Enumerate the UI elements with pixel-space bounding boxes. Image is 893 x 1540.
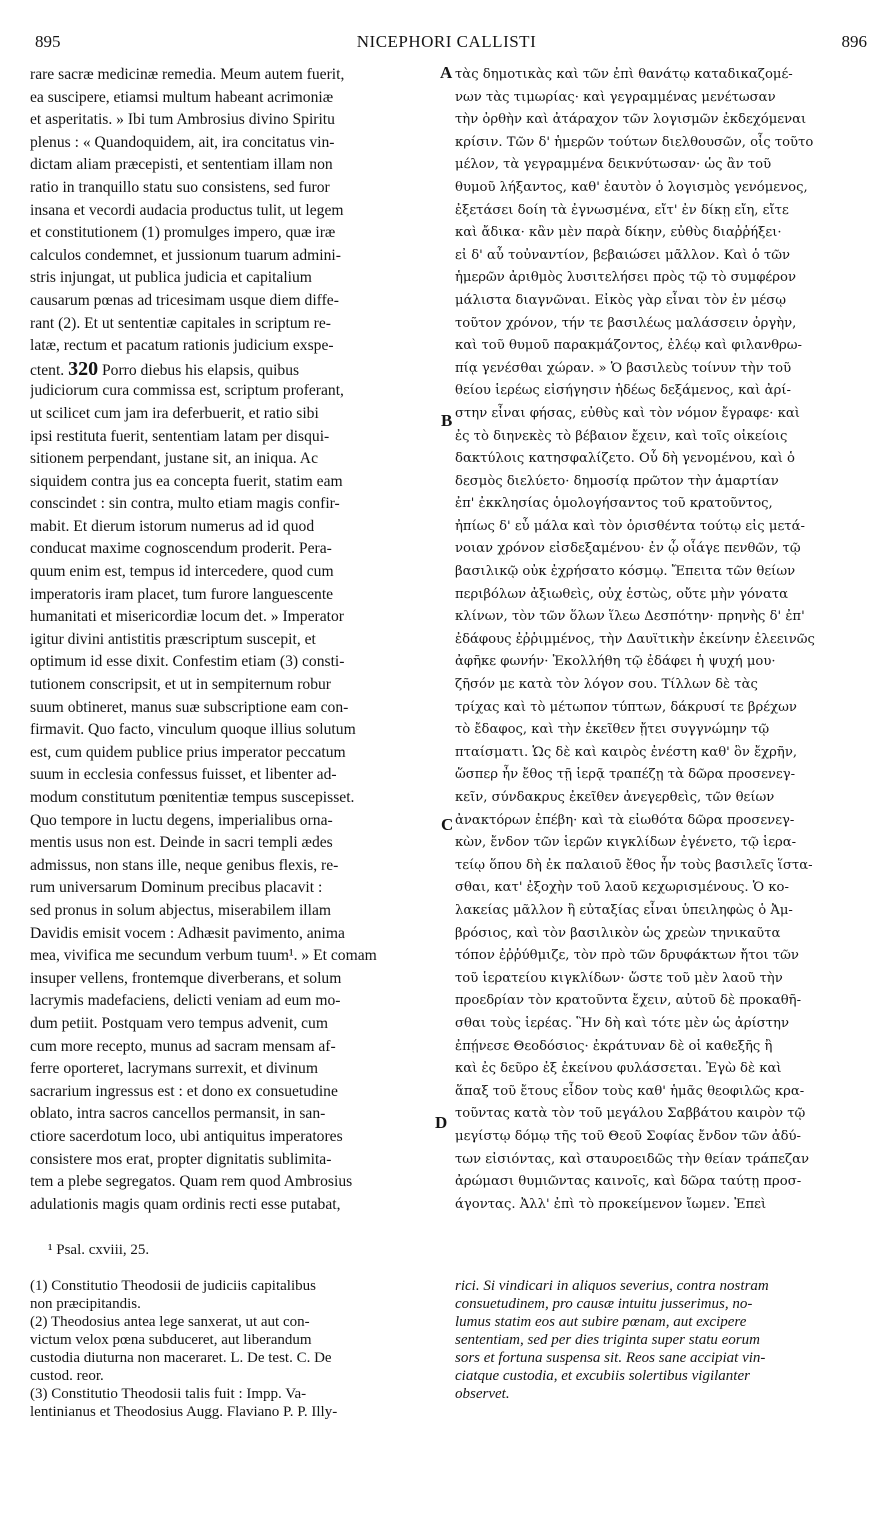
- latin-text-line: Quo tempore in luctu degens, imperialibus orna-: [30, 811, 333, 829]
- greek-column: [455, 64, 865, 1216]
- latin-text-line: Davidis emisit vocem : Adhæsit pavimento, anima: [30, 924, 345, 942]
- greek-text-line: θυμοῦ λήξαντος, καθ' ἑαυτὸν ὁ λογισμὸς γενόμενος,: [455, 179, 808, 195]
- latin-text-line: dum petiit. Postquam vero tempus advenit, cum: [30, 1014, 328, 1032]
- greek-text-line: τόπον ἐῤῥύθμιζε, τὸν πρὸ τῶν δρυφάκτων ἤτοι τῶν: [455, 948, 799, 964]
- editor-note-line: custod. reor.: [30, 1368, 104, 1384]
- page-number-left: 895: [35, 32, 61, 51]
- greek-text-line: ἀφῆκε φωνήν· Ἐκολλήθη τῷ ἐδάφει ἡ ψυχή μου·: [455, 654, 776, 670]
- greek-text-line: στην εἶναι φήσας, εὐθὺς καὶ τὸν νόμον ἔγραφε· καὶ: [455, 405, 800, 421]
- greek-text-line: ἡμερῶν ἀριθμὸς λυσιτελήσει πρὸς τῷ τὸ συμφέρον: [455, 270, 796, 286]
- latin-text-line: et asperitatis. » Ibi tum Ambrosius divino Spiritu: [30, 111, 335, 129]
- greek-text-line: ἠπίως δ' εὖ μάλα καὶ τὸν ὁρισθέντα τούτῳ εἰς μετά-: [455, 518, 805, 534]
- greek-text-line: νοιαν χρόνον εἰσδεξαμένου· ἐν ᾧ οἷάγε πενθῶν, τῷ: [455, 541, 801, 557]
- greek-text-line: τοῦ ἱερατείου κιγκλίδων· ὥστε τοῦ μὲν λαοῦ τὴν: [455, 970, 783, 986]
- latin-text-line: cum more recepto, munus ad sacram mensam af-: [30, 1037, 336, 1055]
- latin-text-line: tutionem conscripsit, et ut in sempiternum robur: [30, 676, 331, 694]
- running-title: NICEPHORI CALLISTI: [356, 32, 537, 51]
- editor-note-line: (2) Theodosius antea lege sanxerat, ut aut con-: [30, 1314, 310, 1330]
- latin-text-line: humanitati et misericordiæ locum det. » Imperator: [30, 608, 344, 626]
- latin-text-line: ut scilicet cum jam ira deferbuerit, et ratio sibi: [30, 404, 319, 422]
- greek-text-line: μέλον, τὰ γεγραμμένα δεικνύτωσαν· ὡς ἂν τοῦ: [455, 157, 772, 173]
- latin-text-line: sed pronus in solum abjectus, miserabilem illam: [30, 901, 331, 919]
- latin-text-line: ea suscipere, etiamsi multum habeant acrimoniæ: [30, 88, 334, 106]
- greek-text-line: καὶ ἄδικα· κἂν μὲν παρὰ δίκην, εὐθὺς διαῤῥήξει·: [455, 225, 782, 241]
- latin-text-line: rare sacræ medicinæ remedia. Meum autem fuerit,: [30, 66, 345, 83]
- latin-text-line: rum universarum Dominum precibus placavit :: [30, 879, 323, 897]
- greek-text-line: τείῳ ὅπου δὴ ἐκ παλαιοῦ ἔθος ἦν τοὺς βασιλεῖς ἵστα-: [455, 857, 813, 873]
- latin-text-line: suum obtineret, manus suæ subscriptione eam con-: [30, 698, 349, 716]
- greek-text-line: θείου ἱερέως εἰσήγησιν ἡδέως δεξάμενος, καὶ ἀρί-: [455, 383, 791, 399]
- greek-text-line: ζῆσόν με κατὰ τὸν λόγον σου. Τίλλων δὲ τὰς: [455, 677, 758, 693]
- greek-text-line: εἰ δ' αὖ τοὐναντίον, βεβαιώσει μᾶλλον. Καὶ ὁ τῶν: [455, 247, 791, 263]
- editor-note-line: rici. Si vindicari in aliquos severius, contra nostram: [455, 1278, 769, 1294]
- editor-note-line: consuetudinem, pro causæ intuitu jusserimus, no-: [455, 1296, 753, 1312]
- latin-text-line: rant (2). Et ut sententiæ capitales in scriptum re-: [30, 314, 331, 332]
- greek-text-line: άγοντας. Ἀλλ' ἐπὶ τὸ προκείμενον ἴωμεν. Ἐπεὶ: [455, 1196, 767, 1212]
- latin-text-line: et constitutionem (1) promulges impero, quæ iræ: [30, 224, 336, 242]
- latin-text-line: adulationis magis quam ordinis recti esse putabat,: [30, 1195, 341, 1213]
- latin-text-line: calculos condemnet, et jussionum tuarum admini-: [30, 246, 341, 264]
- greek-text-line: πταίσματι. Ὡς δὲ καὶ καιρὸς ἐνέστη καθ' ὃν ἔχρῆν,: [455, 744, 798, 760]
- editor-note-line: sors et fortuna suspensa sit. Reos sane accipiat vin-: [455, 1350, 766, 1366]
- greek-text-line: ἐδάφους ἐῤῥιμμένος, τὴν Δαυϊτικὴν ἐκείνην ἐλεεινῶς: [455, 631, 815, 647]
- greek-text-line: κλίνων, τὸν τῶν ὅλων ἵλεω Δεσπότην· πρηνὴς δ' ἐπ': [455, 609, 805, 625]
- greek-text-line: τὰς δημοτικὰς καὶ τῶν ἐπὶ θανάτῳ καταδικαζομέ-: [455, 67, 793, 82]
- greek-text-line: σθαι τοὺς ἱερέας. Ἣν δὴ καὶ τότε μὲν ὡς ἀρίστην: [455, 1015, 789, 1031]
- section-marker-d: D: [435, 1113, 448, 1132]
- latin-text-line: ctiore sacerdotum loco, ubi antiquitus imperatores: [30, 1127, 343, 1145]
- latin-text-line: conscindet : sin contra, multo etiam magis confir-: [30, 495, 340, 513]
- notes-left-column: [30, 1277, 435, 1421]
- latin-text-line: sacrarium ingressus est : et dono ex consuetudine: [30, 1082, 338, 1100]
- greek-text-line: προεδρίαν τὸν κρατοῦντα ἔχειν, αὐτοῦ δὲ προκαθῆ-: [455, 993, 802, 1009]
- section-marker-c: C: [441, 815, 454, 834]
- greek-text-line: δεσμὸς διελύετο· δημοσίᾳ πρῶτον τὴν ἁμαρτίαν: [455, 473, 779, 489]
- latin-text-line: causarum pœnas ad tricesimam usque diem diffe-: [30, 291, 339, 309]
- latin-text-line: judiciorum cura commissa est, scriptum proferant,: [30, 382, 344, 400]
- latin-text-line: sitionem perpendant, justane sit, an iniqua. Ac: [30, 450, 318, 468]
- latin-text-line: admissus, non stans ille, neque genibus flexis, re-: [30, 856, 339, 874]
- latin-text-line: dictam aliam præcepisti, et sententiam illam non: [30, 156, 333, 174]
- latin-text-line: latæ, rectum et pacatum rationis judicium exspe-: [30, 337, 334, 355]
- latin-text-line: ferre oporteret, lacrymans surrexit, et divinum: [30, 1060, 318, 1078]
- latin-text-line: ctent. 320 Porro diebus his elapsis, quibus: [30, 357, 300, 380]
- latin-text-line: igitur divini antistitis præscriptum suscepit, et: [30, 630, 316, 648]
- greek-text-line: ἐξετάσει δοίη τὰ ἐγνωσμένα, εἴτ' ἐν δίκῃ εἴη, εἴτε: [455, 202, 789, 218]
- greek-text-line: κὼν, ἔνδον τῶν ἱερῶν κιγκλίδων ἐγένετο, τῷ ἱερα-: [455, 835, 797, 851]
- editor-note-line: sententiam, sed per dies triginta super statu eorum: [455, 1332, 760, 1348]
- page-number-right: 896: [841, 32, 867, 51]
- latin-column: [30, 64, 434, 1216]
- greek-text-line: σθαι, κατ' ἐξοχὴν τοῦ λαοῦ κεχωρισμένους. Ὁ κο-: [455, 880, 789, 896]
- greek-text-line: βρόσιος, καὶ τὸν βασιλικὸν ὡς χρεὼν τηνικαῦτα: [455, 925, 781, 941]
- editor-note-line: (3) Constitutio Theodosii talis fuit : Impp. Va-: [30, 1386, 307, 1402]
- latin-text-line: tem a plebe segregatos. Quam rem quod Ambrosius: [30, 1173, 353, 1191]
- latin-text-line: firmavit. Quo facto, vinculum quoque illius solutum: [30, 721, 356, 739]
- greek-text-line: τοῦτον χρόνον, τήν τε βασιλέως μαλάσσειν ὀργὴν,: [455, 315, 797, 331]
- section-marker-b: B: [441, 411, 453, 430]
- column-number-marker: 320: [68, 357, 99, 380]
- greek-text-line: καὶ ἐς δεῦρο ἐξ ἐκείνου φυλάσσεται. Ἐγὼ δὲ καὶ: [455, 1061, 782, 1077]
- editor-note-line: (1) Constitutio Theodosii de judiciis capitalibus: [30, 1278, 316, 1294]
- editor-note-line: lumus statim eos aut subire pœnam, aut excipere: [455, 1314, 747, 1330]
- latin-text-line: insuper vellens, frontemque diverberans, et solum: [30, 969, 342, 987]
- greek-text-line: ἐς τὸ διηνεκὲς τὸ βέβαιον ἔχειν, καὶ τοῖς οἰκείοις: [455, 428, 788, 444]
- latin-text-line: modum constitutum pœnitentiæ tempus suscepisset.: [30, 789, 355, 806]
- editor-note-line: observet.: [455, 1386, 510, 1402]
- latin-text-line: siquidem contra jus ea concepta fuerit, statim eam: [30, 472, 343, 490]
- greek-text-line: δακτύλοις κατησφαλίζετο. Οὗ δὴ γενομένου, καὶ ὁ: [455, 451, 795, 467]
- editor-note-line: lentinianus et Theodosius Augg. Flaviano P. P. Illy-: [30, 1404, 338, 1420]
- latin-text-line: ratio in tranquillo statu suo consistens, sed furor: [30, 178, 330, 196]
- greek-text-line: λακείας μᾶλλον ἢ εὐταξίας εἶναι ὑπειληφὼς ὁ Ἀμ-: [455, 902, 793, 918]
- latin-text-line: imperatoris iram placet, tum furore languescente: [30, 585, 334, 603]
- latin-text-line: est, cum quidem publice prius imperator peccatum: [30, 743, 346, 761]
- greek-text-line: ἅπαξ τοῦ ἔτους εἶδον τοὺς καθ' ἡμᾶς θεοφιλῶς κρα-: [455, 1083, 805, 1099]
- greek-text-line: ἀρώμασι θυμιῶντας καινοῖς, καὶ δῶρα ταύτῃ προσ-: [455, 1174, 802, 1190]
- greek-text-line: τὴν ὀρθὴν καὶ ἀτάραχον τῶν λογισμῶν ἐκδεχόμεναι: [455, 112, 807, 128]
- greek-text-line: των εἰσιόντας, καὶ σταυροειδῶς τὴν θείαν τράπεζαν: [455, 1151, 810, 1167]
- latin-text-line: consistere mos erat, propter dignitatis sublimita-: [30, 1150, 332, 1168]
- greek-text-line: νων τὰς τιμωρίας· καὶ γεγραμμένας μενέτωσαν: [455, 89, 776, 105]
- greek-text-line: περιβόλων ἀξιωθεὶς, οὐχ ἑστὼς, οὔτε μὴν γόνατα: [455, 586, 789, 602]
- notes-right-column: [455, 1277, 865, 1403]
- greek-text-line: κεῖν, σύνδακρυς ἐκεῖθεν ἀνεγερθεὶς, τῶν θείων: [455, 790, 775, 805]
- greek-text-line: ἐπ' ἐκκλησίας ὁμολογήσαντος τοῦ κρατοῦντος,: [455, 496, 773, 512]
- latin-text-line: lacrymis madefaciens, delicti veniam ad eum mo-: [30, 992, 341, 1010]
- editor-note-line: victum velox pœna subduceret, aut liberandum: [30, 1332, 312, 1348]
- greek-text-line: τὸ ἔδαφος, καὶ τὴν ἐκεῖθεν ᾔτει συγγνώμην τῷ: [455, 722, 770, 738]
- editor-note-line: ciatque custodia, et excubiis solertibus vigilanter: [455, 1368, 750, 1384]
- latin-text-line: mea, vivifica me secundum verbum tuum¹. » Et comam: [30, 947, 377, 965]
- latin-text-line: mabit. Et dierum istorum numerus ad id quod: [30, 517, 315, 535]
- greek-text-line: καὶ τοῦ θυμοῦ παρακμάζοντος, ἐλέῳ καὶ φιλανθρω-: [455, 338, 802, 354]
- editor-note-line: custodia diuturna non maceraret. L. De test. C. De: [30, 1350, 332, 1366]
- greek-text-line: ὥσπερ ἦν ἔθος τῇ ἱερᾷ τραπέζῃ τὰ δῶρα προσενεγ-: [455, 767, 796, 783]
- latin-text-line: stris injungat, ut publica judicia et capitalium: [30, 269, 312, 287]
- greek-text-line: μάλιστα διαγνῶναι. Εἰκὸς γὰρ εἶναι τὸν ἐν μέσῳ: [455, 292, 787, 308]
- latin-text-line: quum enim est, tempus id intercedere, quod cum: [30, 563, 334, 581]
- latin-text-line: mentis usus non est. Deinde in sacri templi ædes: [30, 834, 333, 852]
- latin-text-line: suum in ecclesia confessus fuisset, et libenter ad-: [30, 766, 337, 784]
- latin-text-line: ipsi restituta fuerit, sententiam latam per disqui-: [30, 427, 330, 445]
- greek-text-line: μεγίστῳ δόμῳ τῆς τοῦ Θεοῦ Σοφίας ἔνδον τῶν ἀδύ-: [455, 1128, 802, 1144]
- latin-text-line: optimum id esse dixit. Confestim etiam (3) consti-: [30, 653, 345, 671]
- greek-text-line: ἀνακτόρων ἐπέβη· καὶ τὰ εἰωθότα δῶρα προσενεγ-: [455, 812, 795, 828]
- running-header: [30, 32, 867, 54]
- greek-text-line: πίᾳ γενέσθαι χώραν. » Ὁ βασιλεὺς τοίνυν τὴν τοῦ: [455, 360, 792, 376]
- greek-text-line: ἐπῄνεσε Θεοδόσιος· ἐκράτυναν δὲ οἱ καθεξῆς ἢ: [455, 1038, 773, 1054]
- latin-text-line: conducat maxime cognoscendum proderit. Pera-: [30, 540, 332, 558]
- greek-text-line: βασιλικῷ οὐκ ἐχρήσατο κόσμῳ. Ἔπειτα τῶν θείων: [455, 564, 796, 580]
- latin-text-line: oblato, intra sacros cancellos permansit, in san-: [30, 1105, 326, 1123]
- greek-text-line: τρίχας καὶ τὸ μέτωπον τύπτων, δάκρυσί τε βρέχων: [455, 699, 797, 715]
- scripture-footnote: ¹ Psal. cxviii, 25.: [48, 1242, 150, 1258]
- latin-text-line: plenus : « Quandoquidem, ait, ira concitatus vin-: [30, 133, 335, 151]
- greek-text-line: κρίσιν. Τῶν δ' ἡμερῶν τούτων διελθουσῶν, οἷς τοῦτο: [455, 134, 814, 150]
- editor-note-line: non præcipitandis.: [30, 1296, 141, 1312]
- greek-text-line: τοῦντας κατὰ τὸν τοῦ μεγάλου Σαββάτου καιρὸν τῷ: [455, 1106, 806, 1122]
- latin-text-line: insana et vecordi audacia productus tulit, ut legem: [30, 201, 344, 219]
- section-marker-a: A: [440, 63, 453, 82]
